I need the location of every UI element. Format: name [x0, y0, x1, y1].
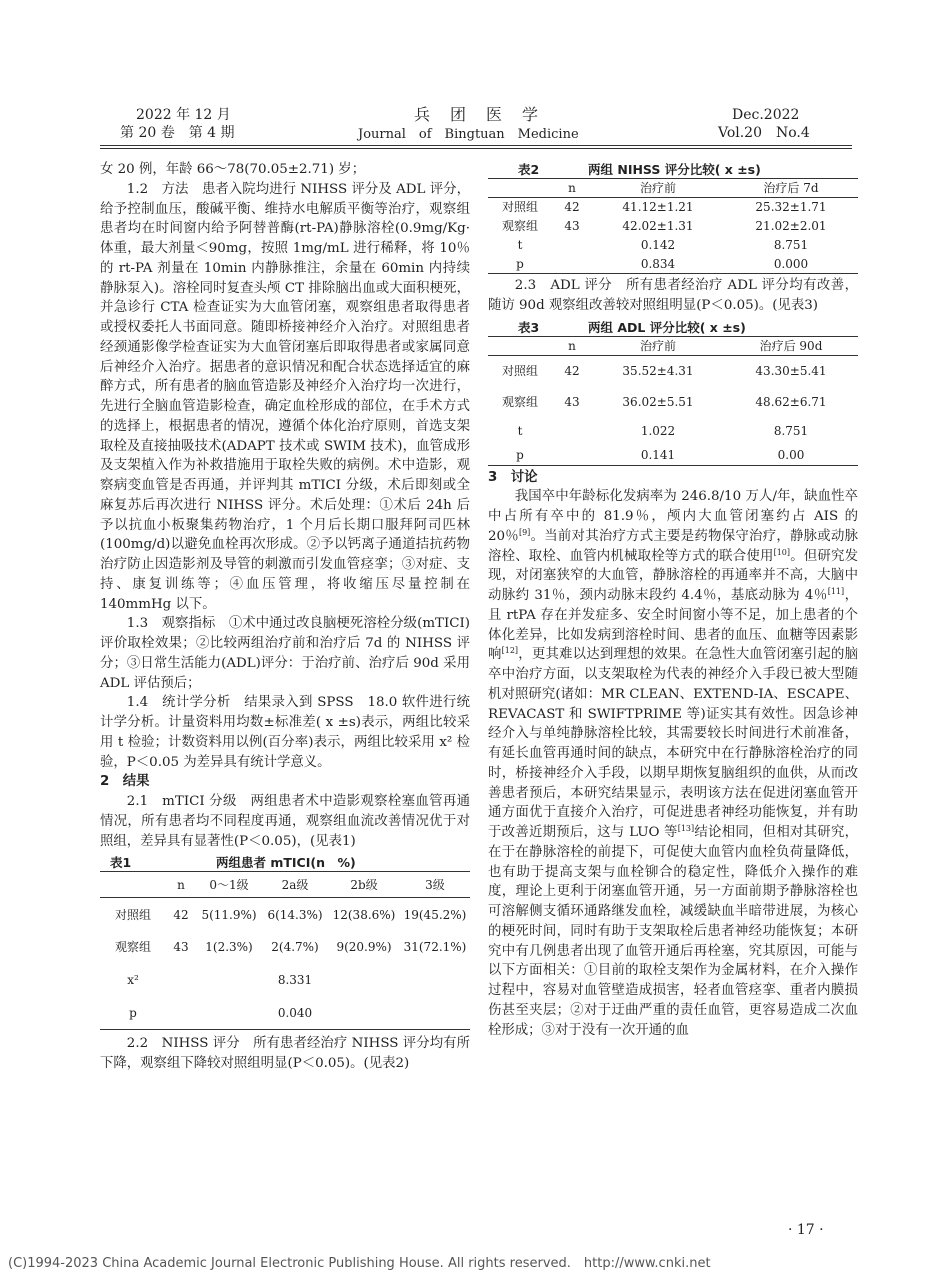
table-cell: 43 [564, 219, 580, 233]
table-cell: 25.32±1.71 [755, 200, 827, 215]
table-cell: 1(2.3%) [205, 940, 253, 955]
discussion-text: ，更其难以达到理想的效果。在急性大血管闭塞引起的脑卒中治疗方面，以支架取栓为代表的神经介入手段已被大型随机对照研究(诸如：MR CLEAN、EXTEND-IA、ESCAPE、REVACAST 和 SWIFTPRIME 等)证实其有效性。因急诊神经介入与单纯静脉溶栓比较，其需要较长时间进行术前准备，有延长血管再通时间的缺点，本研究中在行静脉溶栓治疗的同时，桥接神经介入手段，以期早期恢复脑组织的血供，从而改善患者预后，本研究结果显示，表明该方法在促进闭塞血管开通方面优于直接介入治疗，可促进患者神经功能恢复，并有助于改善近期预后，这与 LUO 等 [488, 647, 859, 840]
table-cell: 43 [564, 394, 580, 409]
table-cell [552, 417, 592, 445]
table-cell: p [488, 255, 552, 274]
table-cell: 42 [564, 200, 580, 215]
section-3-heading: 3 讨论 [488, 469, 538, 485]
table-row [488, 445, 858, 465]
table1-header-row [100, 872, 470, 898]
table-row [488, 255, 858, 274]
table3-caption [488, 316, 858, 336]
table3-label: 表3 [518, 319, 540, 335]
table-cell: t [517, 238, 523, 252]
table-cell: p [488, 445, 552, 465]
table-cell: 8.751 [773, 238, 809, 252]
section-heading: 1.4 统计学分析 [126, 695, 245, 711]
table-cell: 43.30±5.41 [755, 363, 827, 378]
table3-header-cell: 治疗后 90d [724, 336, 858, 355]
header-volume-en: Vol.20 No.4 [718, 125, 810, 141]
discussion-text: 我国卒中年龄标化发病率为 246.8/10 万人/年，缺血性卒中占所有卒中的 81.9％，颅内大血管闭塞约占 AIS 的 20％ [488, 489, 858, 544]
section-body: 患者入院均进行 NIHSS 评分及 ADL 评分，给予控制血压，酸碱平衡、维持水电解质平衡等治疗，观察组患者均在时间窗内给予阿替普酶(rt-PA)静脉溶栓(0.9mg/Kg·体重，最大剂量＜90mg，按照 1mg/mL 进行稀释，将 10％的 rt-PA 剂量在 10min 内静脉推注，余量在 60min 内持续静脉泵入)。溶栓同时复查头颅 CT 排除脑出血或大面积梗死，并急诊行 CTA 检查证实为大血管闭塞，观察组患者取得患者或授权委托人书面同意。随即桥接神经介入治疗。对照组患者经颈通影像学检查证实为大血管闭塞后即取得患者或家属同意后神经介入治疗。据患者的意识情况和配合状态选择适宜的麻醉方式，所有患者的脑血管造影及神经介入治疗均一次进行，先进行全脑血管造影检查，确定血栓形成的部位，在手术方式的选择上，根据患者的情况，遵循个体化治疗原则，首选支架取栓及直接抽吸技术(ADAPT 技术或 SWIM 技术)，血管成形及支架植入作为补救措施用于取栓失败的病例。术中造影，观察病变血管是否再通，并评判其 mTICI 分级，术后即刻或全麻复苏后再次进行 NIHSS 评分。术后处理：①术后 24h 后予以抗血小板聚集药物治疗，1 个月后长期口服拜阿司匹林(100mg/d)以避免血栓再次形成。②予以钙离子通道拮抗药物治疗防止因造影剂及导管的刺激而引发血管痉挛；③对症、支持、康复训练等；④血压管理，将收缩压尽量控制在 140mmHg 以下。 [100, 181, 471, 612]
table-row [100, 931, 470, 964]
header-rule-thin [100, 148, 852, 149]
table-cell: 35.52±4.31 [622, 363, 694, 378]
discussion-text: 结论相同，但相对其研究，在于在静脉溶栓的前提下，可促使大血管内血栓负荷量降低，也有助于提高支架与血栓铆合的稳定性，降低介入操作的难度，理论上更利于闭塞血管开通，另一方面前期予静脉溶栓也可溶解侧支循环通路继发血栓，减缓缺血半暗带进展，为核心的梗死时间，同时有助于支架取栓后患者神经功能恢复；本研究中有几例患者出现了血管开通后再栓塞，究其原因，可能与以下方面相关：①目前的取栓支架作为金属材料，在介入操作过程中，容易对血管壁造成损害，轻者血管痉挛、重者内膜损伤甚至夹层；②对于迂曲严重的责任血管，更容易造成二次血栓形成；③对于没有一次开通的血 [488, 825, 859, 1038]
table-cell: 48.62±6.71 [755, 394, 827, 409]
table-cell: p [100, 997, 166, 1030]
section-1-3-indicators [100, 614, 470, 693]
table3-title: 两组 ADL 评分比较( x ±s) [588, 319, 746, 335]
section-1-4-statistics [100, 693, 470, 772]
table-cell: 0.141 [592, 445, 724, 465]
header-date-cn: 2022 年 12 月 [136, 107, 231, 123]
table3-header-row [488, 336, 858, 355]
table-cell: 对照组 [501, 200, 538, 215]
table-cell: 36.02±5.51 [622, 394, 694, 409]
table-cell: 8.331 [277, 973, 313, 988]
table-row [100, 964, 470, 997]
journal-title-en: Journal of Bingtuan Medicine [358, 127, 579, 142]
table2-title: 两组 NIHSS 评分比较( x ±s) [588, 162, 761, 177]
table-row [488, 217, 858, 236]
table-row [100, 997, 470, 1030]
section-body: 所有患者经治疗 ADL 评分均有改善，随访 90d 观察组改善较对照组明显(P＜0.05)。(见表3) [488, 278, 859, 313]
table-cell: 0.142 [640, 238, 676, 252]
table2-header-cell: 治疗前 [592, 179, 724, 198]
table2-header-row [488, 179, 858, 198]
table-cell: 1.022 [640, 424, 676, 438]
citation-ref: [11] [827, 587, 845, 596]
table-row [100, 898, 470, 931]
section-2-2-nihss [100, 1034, 470, 1074]
table-cell: 0.834 [592, 255, 724, 274]
discussion-text: 。但研究发现，对闭塞狭窄的大血管，静脉溶栓的再通率并不高，大脑中动脉约 31％，颈内动脉末段约 4.4％，基底动脉为 4％ [488, 548, 859, 603]
section-heading: 1.2 方法 [126, 181, 202, 197]
header-date-en: Dec.2022 [732, 107, 800, 123]
section-heading: 2.3 ADL 评分 [514, 278, 626, 293]
page-number: · 17 · [788, 1222, 824, 1238]
section-heading: 1.3 观察指标 [126, 616, 229, 632]
discussion-paragraph [488, 487, 858, 1040]
table-row [488, 198, 858, 217]
table-cell: 31(72.1%) [403, 940, 467, 955]
table-row [488, 355, 858, 386]
section-heading: 2.2 NIHSS 评分 [126, 1036, 254, 1052]
table1-header-cell [100, 872, 166, 898]
table-cell: 观察组 [114, 940, 151, 955]
table2 [488, 178, 858, 274]
table1-label: 表1 [110, 855, 132, 871]
table2-caption [488, 158, 858, 178]
section-body: 所有患者经治疗 NIHSS 评分均有所下降，观察组下降较对照组明显(P＜0.05)。(见表2) [100, 1036, 470, 1071]
section-body: 两组患者术中造影观察栓塞血管再通情况，所有患者均不同程度再通，观察组血流改善情况优于对照组，差异具有显著性(P＜0.05)，(见表1) [100, 794, 471, 849]
table-cell: 8.751 [773, 424, 809, 438]
table2-header-cell [488, 179, 552, 198]
table3-header-cell: 治疗前 [592, 336, 724, 355]
citation-ref: [10] [773, 547, 791, 557]
citation-ref: [13] [677, 824, 695, 833]
table-cell: 42 [173, 907, 189, 922]
table3 [488, 336, 858, 466]
section-body: ①术中通过改良脑梗死溶栓分级(mTICI)评价取栓效果；②比较两组治疗前和治疗后 7d 的 NIHSS 评分；③日常生活能力(ADL)评分：于治疗前、治疗后 90d 采用 ADL 评估预后； [100, 616, 471, 691]
table-cell [552, 236, 592, 255]
header-volume-cn: 第 20 卷 第 4 期 [120, 125, 235, 141]
table-cell: 0.000 [724, 255, 858, 274]
citation-ref: [12] [501, 646, 519, 656]
table-row [488, 386, 858, 417]
table-cell: 5(11.9%) [201, 907, 257, 922]
table-cell: 9(20.9%) [336, 940, 392, 955]
table1-header-cell: 2a级 [262, 872, 328, 898]
section-2-1-mtici [100, 792, 470, 851]
discussion-text: ，且 rtPA 存在并发症多、安全时间窗小等不足，加上患者的个体化差异，比如发病到溶栓时间、患者的血压、血糖等因素影响 [488, 588, 859, 663]
table-row [488, 236, 858, 255]
table-cell: 12(38.6%) [332, 907, 396, 922]
section-heading: 2.1 mTICI 分级 [126, 794, 251, 809]
header-rule [100, 145, 852, 146]
table-cell: 19(45.2%) [403, 907, 467, 922]
table2-header-cell: n [552, 179, 592, 198]
table-cell: 观察组 [501, 394, 538, 409]
table-cell [552, 445, 592, 465]
citation-ref: [9] [518, 527, 531, 537]
paragraph-patients: 女 20 例，年龄 66～78(70.05±2.71) 岁； [100, 162, 366, 177]
table-cell: 对照组 [501, 363, 538, 378]
table-cell: 对照组 [114, 907, 151, 922]
table1-caption [100, 851, 470, 871]
table-cell: 0.040 [262, 997, 328, 1030]
table-cell: 观察组 [501, 219, 538, 233]
table2-label: 表2 [518, 162, 540, 177]
table-cell: 2(4.7%) [271, 940, 319, 955]
table-cell: x² [127, 973, 139, 988]
table-row [488, 417, 858, 445]
table1-title: 两组患者 mTICI(n %) [216, 855, 356, 871]
table3-header-cell [488, 336, 552, 355]
table-cell: 6(14.3%) [267, 907, 323, 922]
table-cell: 21.02±2.01 [755, 219, 827, 233]
table1 [100, 871, 470, 1030]
copyright-footer: (C)1994-2023 China Academic Journal Electronic Publishing House. All rights reserved. http://www.cnki.net [8, 1256, 711, 1271]
table1-header-cell: n [166, 872, 196, 898]
table3-header-cell: n [552, 336, 592, 355]
section-2-3-adl [488, 276, 858, 316]
journal-title-cn: 兵 团 医 学 [414, 105, 541, 124]
table-cell: t [517, 424, 523, 438]
table-cell: 42 [564, 363, 580, 378]
table1-header-cell: 3级 [400, 872, 470, 898]
section-body: 结果录入到 SPSS 18.0 软件进行统计学分析。计量资料用均数±标准差( x ±s)表示，两组比较采用 t 检验；计数资料用以例(百分率)表示，两组比较采用 x² 检验，P＜0.05 为差异具有统计学意义。 [100, 695, 471, 770]
left-column [100, 160, 470, 1074]
table1-header-cell: 0～1级 [196, 872, 262, 898]
right-column [488, 158, 858, 1040]
table-cell: 43 [173, 940, 189, 955]
section-2-heading: 2 结果 [100, 774, 150, 790]
table-cell [552, 255, 592, 274]
table2-header-cell: 治疗后 7d [724, 179, 858, 198]
table-cell: 42.02±1.31 [622, 219, 694, 233]
discussion-text: 。当前对其治疗方式主要是药物保守治疗，静脉或动脉溶栓、取栓、血管内机械取栓等方式的联合使用 [488, 528, 859, 564]
table-cell: 0.00 [724, 445, 858, 465]
section-1-2-methods [100, 180, 470, 615]
table-cell: 41.12±1.21 [622, 200, 694, 215]
table1-header-cell: 2b级 [328, 872, 400, 898]
